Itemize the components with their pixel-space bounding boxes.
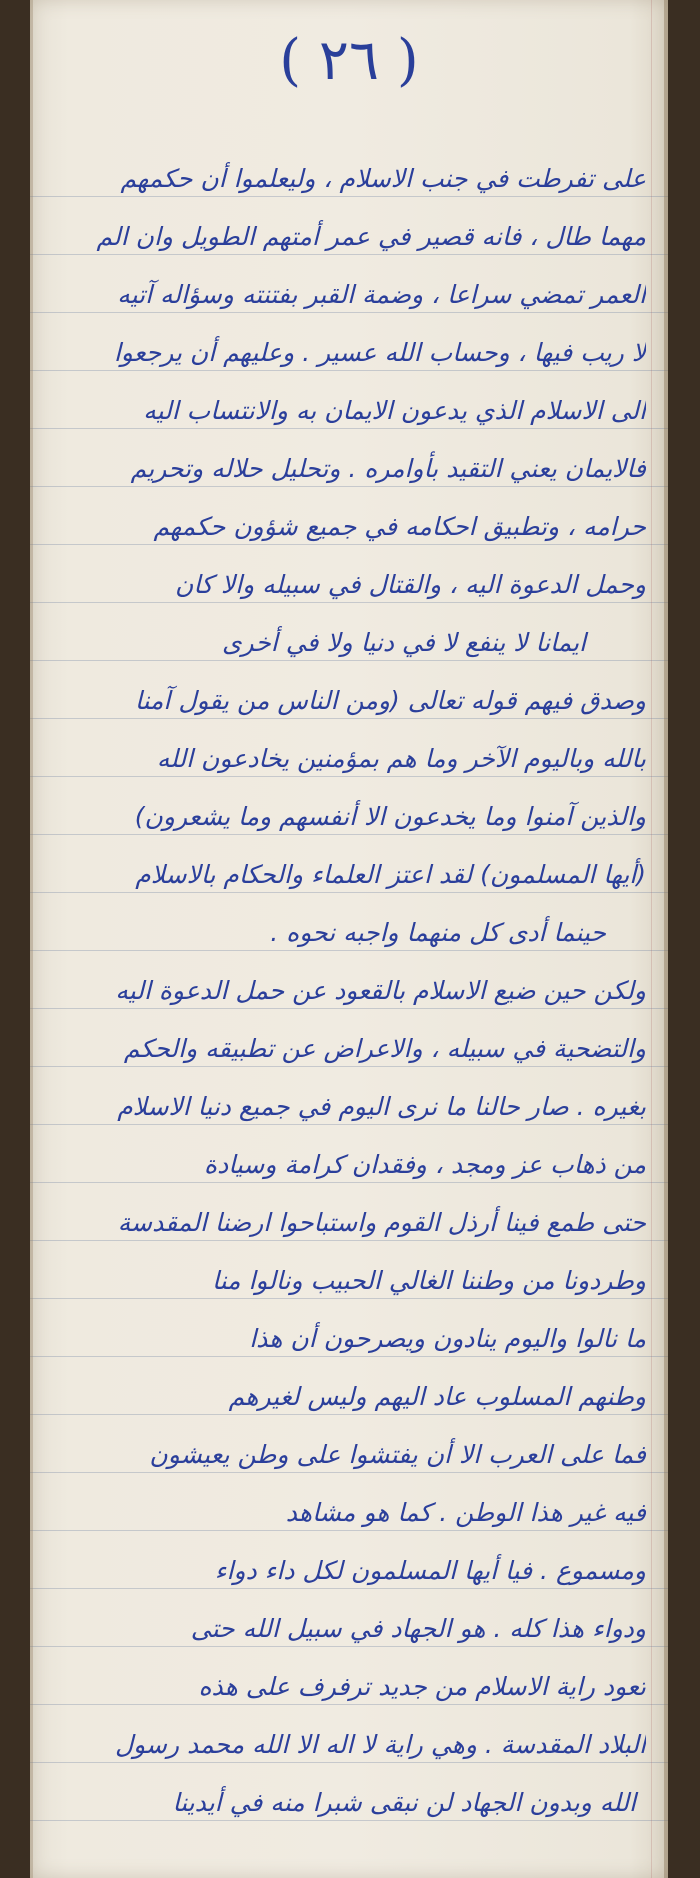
handwritten-line: مهما طال ، فانه قصير في عمر أمتهم الطويل وان الم: [96, 222, 646, 251]
handwritten-line: ومسموع . فيا أيها المسلمون لكل داء دواء: [214, 1556, 646, 1585]
handwritten-line: فما على العرب الا أن يفتشوا على وطن يعيشون: [149, 1440, 646, 1469]
handwritten-line: حينما أدى كل منهما واجبه نحوه .: [270, 918, 606, 947]
handwritten-line: تعود راية الاسلام من جديد ترفرف على هذه: [198, 1672, 646, 1701]
handwritten-line: الله وبدون الجهاد لن نبقى شبرا منه في أيدينا: [172, 1788, 636, 1817]
page-right-edge: [664, 0, 668, 1878]
handwritten-line: الى الاسلام الذي يدعون الايمان به والانتساب اليه: [143, 396, 646, 425]
handwritten-line: وطنهم المسلوب عاد اليهم وليس لغيرهم: [228, 1382, 646, 1411]
handwritten-line: من ذهاب عز ومجد ، وفقدان كرامة وسيادة: [204, 1150, 646, 1179]
handwritten-line: ودواء هذا كله . هو الجهاد في سبيل الله حتى: [190, 1614, 646, 1643]
handwritten-line: ما نالوا واليوم ينادون ويصرحون أن هذا: [249, 1324, 646, 1353]
handwritten-line: والتضحية في سبيله ، والاعراض عن تطبيقه والحكم: [123, 1034, 646, 1063]
handwritten-line: وطردونا من وطننا الغالي الحبيب ونالوا منا: [211, 1266, 646, 1295]
handwritten-line: فالايمان يعني التقيد بأوامره . وتحليل حلاله وتحريم: [130, 454, 646, 483]
handwritten-line: حتى طمع فينا أرذل القوم واستباحوا ارضنا المقدسة: [117, 1208, 646, 1237]
handwritten-line: والذين آمنوا وما يخدعون الا أنفسهم وما يشعرون): [134, 802, 646, 831]
handwritten-line: بالله وباليوم الآخر وما هم بمؤمنين يخادعون الله: [156, 744, 646, 773]
handwritten-line: فيه غير هذا الوطن . كما هو مشاهد: [285, 1498, 646, 1527]
handwritten-line: لا ريب فيها ، وحساب الله عسير . وعليهم أن يرجعوا: [113, 338, 646, 367]
handwritten-line: وحمل الدعوة اليه ، والقتال في سبيله والا كان: [175, 570, 646, 599]
handwritten-line: على تفرطت في جنب الاسلام ، وليعلموا أن حكمهم: [120, 164, 646, 193]
notebook-page: [30, 0, 668, 1878]
handwritten-line: (أيها المسلمون) لقد اعتز العلماء والحكام بالاسلام: [135, 860, 646, 889]
handwritten-line: العمر تمضي سراعا ، وضمة القبر بفتنته وسؤاله آتيه: [117, 280, 646, 309]
handwritten-line: ايمانا لا ينفع لا في دنيا ولا في أخرى: [221, 628, 586, 657]
handwritten-line: بغيره . صار حالنا ما نرى اليوم في جميع دنيا الاسلام: [117, 1092, 646, 1121]
handwritten-line: حرامه ، وتطبيق احكامه في جميع شؤون حكمهم: [153, 512, 646, 541]
handwritten-line: ولكن حين ضيع الاسلام بالقعود عن حمل الدعوة اليه: [115, 976, 646, 1005]
page-number: ( ٢٦ ): [279, 28, 419, 93]
margin-line: [651, 0, 652, 1878]
page-left-edge: [30, 0, 33, 1878]
handwritten-line: البلاد المقدسة . وهي راية لا اله الا الله محمد رسول: [114, 1730, 646, 1759]
handwritten-line: وصدق فيهم قوله تعالى (ومن الناس من يقول آمنا: [134, 686, 646, 715]
